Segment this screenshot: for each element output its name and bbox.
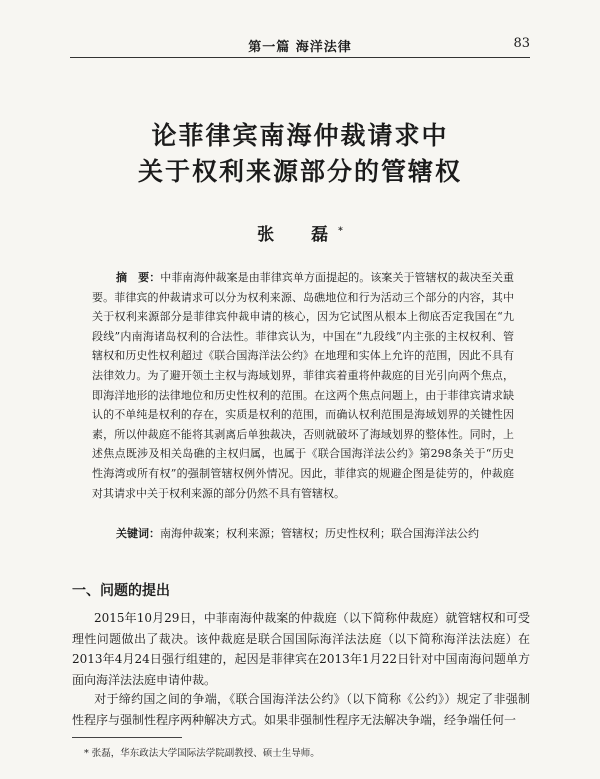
body-paragraph-1 — [72, 608, 530, 690]
body-paragraph-2 — [72, 689, 530, 730]
abstract-text: 中菲南海仲裁案是由菲律宾单方面提起的。该案关于管辖权的裁决至关重要。菲律宾的仲裁请求可以分为权利来源、岛礁地位和行为活动三个部分的内容，其中关于权利来源部分是菲律宾仲裁申请的核心，因为它试图从根本上彻底否定我国在“九段线”内南海诸岛权利的合法性。菲律宾认为，中国在“九段线”内主张的主权权利、管辖权和历史性权利超过《联合国海洋法公约》在地理和实体上允许的范围，因此不具有法律效力。为了避开领土主权与海域划界，菲律宾着重将仲裁庭的目光引向两个焦点，即海洋地形的法律地位和历史性权利的范围。在这两个焦点问题上，由于菲律宾请求缺认的不单纯是权利的存在，实质是权利的范围，而确认权利范围是海域划界的关键性因素，所以仲裁庭不能将其剥离后单独裁决，否则就破坏了海域划界的整体性。同时，上述焦点既涉及相关岛礁的主权归属，也属于《联合国海洋法公约》第298条关于“历史性海湾或所有权”的强制管辖权例外情况。因此，菲律宾的规避企图是徒劳的，仲裁庭对其请求中关于权利来源的部分仍然不具有管辖权。 — [92, 271, 515, 500]
body-paragraph-1-text: 2015年10月29日，中菲南海仲裁案的仲裁庭（以下简称仲裁庭）就管辖权和可受理性问题做出了裁决。该仲裁庭是联合国国际海洋法法庭（以下简称海洋法法庭）在2013年4月24日强行组建的，起因是菲律宾在2013年1月22日针对中国南海问题单方面向海洋法法庭申请仲裁。 — [72, 611, 530, 687]
body-paragraph-2-text: 对于缔约国之间的争端，《联合国海洋法公约》（以下简称《公约》）规定了非强制性程序与强制性程序两种解决方式。如果非强制性程序无法解决争端，经争端任何一 — [72, 692, 530, 727]
footnote-rule — [72, 737, 182, 738]
running-header — [70, 36, 530, 56]
keywords — [92, 524, 514, 543]
article-title-line-2: 关于权利来源部分的管辖权 — [137, 157, 462, 186]
article-title-line-1: 论菲律宾南海仲裁请求中 — [151, 121, 449, 150]
page-number: 83 — [513, 36, 530, 51]
running-header-title: 第一篇 海洋法律 — [248, 40, 352, 55]
keywords-label: 关键词： — [116, 527, 160, 540]
abstract-label: 摘 要： — [116, 271, 161, 284]
footnote: * 张磊，华东政法大学国际法学院副教授、硕士生导师。 — [84, 748, 320, 759]
author-name — [0, 220, 600, 245]
author-footnote-mark: * — [338, 226, 343, 237]
header-rule — [70, 57, 530, 58]
author-name-text: 张 磊 — [257, 225, 339, 245]
abstract — [92, 268, 514, 503]
keywords-text: 南海仲裁案；权利来源；管辖权；历史性权利；联合国海洋法公约 — [160, 527, 479, 540]
section-heading: 一、问题的提出 — [72, 583, 170, 599]
article-title — [0, 118, 600, 190]
